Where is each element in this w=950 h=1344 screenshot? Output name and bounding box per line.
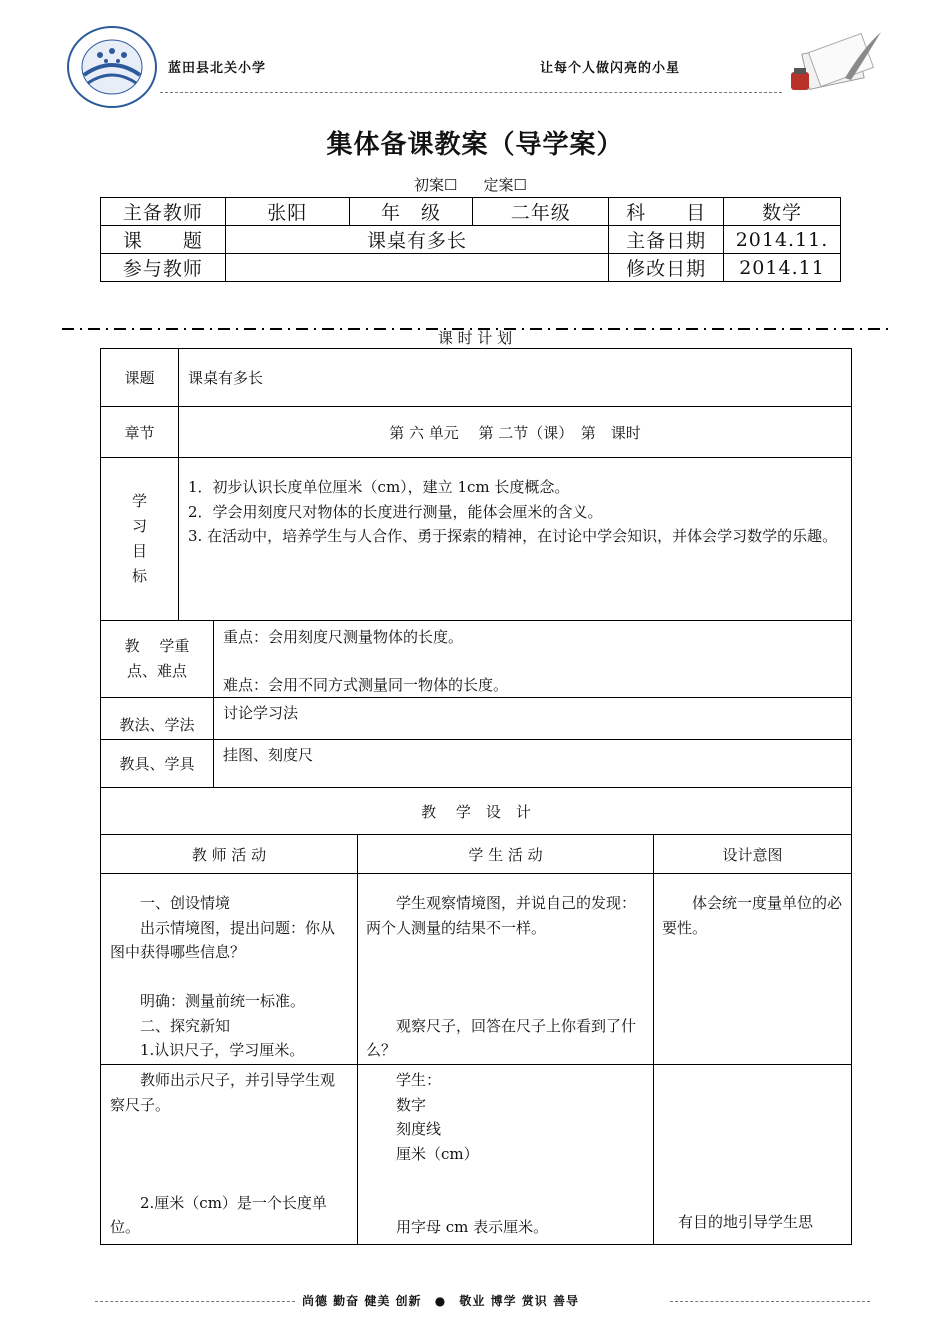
goals-label-char: 学 — [131, 492, 147, 510]
row-design-heading — [101, 788, 852, 835]
student-line: 刻度线 — [366, 1120, 442, 1138]
footer-line-right — [670, 1301, 870, 1302]
chapter-value: 第 六 单元 第 二节（课） 第 课时 — [179, 407, 852, 458]
value-revision-date: 2014.11 — [724, 254, 841, 282]
student-line: 学生观察情境图，并说自己的发现：两个人测量的结果不一样。 — [366, 894, 637, 937]
value-topic: 课桌有多长 — [225, 226, 608, 254]
chapter-label: 章节 — [101, 407, 179, 458]
student-line: 观察尺子，回答在尺子上你看到了什么？ — [366, 1016, 637, 1059]
student-line: 学生： — [366, 1071, 442, 1089]
keypoints-label-line: 教 学重 — [124, 637, 190, 655]
school-motto: 让每个人做闪亮的小星 — [540, 61, 681, 76]
goals-content — [179, 458, 852, 621]
goals-label — [101, 458, 179, 621]
teacher-activity-b — [101, 1065, 358, 1245]
quill-ink-icon — [785, 28, 885, 96]
intent-line: 有目的地引导学生思 — [678, 1213, 814, 1231]
student-activity-a — [358, 874, 654, 1065]
method-value: 讨论学习法 — [214, 698, 852, 740]
topic-value: 课桌有多长 — [179, 349, 852, 407]
design-heading: 教 学 设 计 — [101, 788, 852, 835]
difficulty-text: 难点：会用不同方式测量同一物体的长度。 — [223, 676, 509, 694]
row-activity-b — [101, 1065, 852, 1245]
keypoints-content — [214, 621, 852, 698]
goals-label-char: 目 — [131, 542, 147, 560]
info-row-2 — [101, 226, 841, 254]
teacher-line: 教师出示尺子，并引导学生观察尺子。 — [110, 1071, 336, 1114]
lesson-plan-table — [100, 348, 852, 1245]
col-student-activity: 学 生 活 动 — [358, 835, 654, 874]
intent-a — [654, 874, 852, 1065]
row-topic — [101, 349, 852, 407]
value-grade: 二年级 — [473, 198, 609, 226]
label-revision-date: 修改日期 — [609, 254, 724, 282]
school-name: 蓝田县北关小学 — [168, 61, 267, 76]
row-chapter — [101, 407, 852, 458]
value-lead-teacher: 张阳 — [225, 198, 349, 226]
goal-item: 2．学会用刻度尺对物体的长度进行测量，能体会厘米的含义。 — [188, 502, 603, 521]
section-separator — [62, 316, 892, 320]
student-line: 数字 — [366, 1095, 427, 1114]
footer-right-text: 敬业 博学 赏识 善导 — [459, 1294, 579, 1308]
student-line: 厘米（cm） — [366, 1144, 479, 1163]
label-subject: 科 目 — [609, 198, 724, 226]
row-activity-a — [101, 874, 852, 1065]
goals-label-char: 习 — [131, 517, 147, 535]
footer-dot: ● — [434, 1294, 447, 1308]
method-label: 教法、学法 — [101, 698, 214, 740]
label-lead-date: 主备日期 — [609, 226, 724, 254]
goal-item: 3. 在活动中，培养学生与人合作、勇于探索的精神，在讨论中学会知识，并体会学习数学的乐趣。 — [188, 527, 838, 545]
tools-value: 挂图、刻度尺 — [214, 740, 852, 788]
info-row-3 — [101, 254, 841, 282]
final-draft-checkbox[interactable]: 定案☐ — [483, 176, 527, 194]
label-participants: 参与教师 — [101, 254, 226, 282]
page-title: 集体备课教案（导学案） — [326, 130, 624, 160]
row-keypoints — [101, 621, 852, 698]
label-topic: 课 题 — [101, 226, 226, 254]
row-goals — [101, 458, 852, 621]
teacher-line: 一、创设情境 — [110, 894, 231, 912]
teacher-line: 二、探究新知 — [110, 1016, 231, 1035]
goals-label-char: 标 — [131, 567, 147, 585]
initial-draft-checkbox[interactable]: 初案☐ — [414, 176, 458, 194]
row-tools — [101, 740, 852, 788]
school-logo — [66, 25, 158, 109]
label-grade: 年 级 — [349, 198, 473, 226]
info-row-1 — [101, 198, 841, 226]
col-design-intent: 设计意图 — [654, 835, 852, 874]
student-activity-b — [358, 1065, 654, 1245]
row-method — [101, 698, 852, 740]
row-column-headers — [101, 835, 852, 874]
topic-label: 课题 — [101, 349, 179, 407]
value-subject: 数学 — [724, 198, 841, 226]
teacher-line: 明确：测量前统一标准。 — [110, 992, 306, 1010]
footer-left-text: 尚德 勤奋 健美 创新 — [302, 1294, 422, 1308]
keypoints-label — [101, 621, 214, 698]
footer-motto — [302, 1292, 579, 1309]
footer-line-left — [95, 1301, 295, 1302]
draft-options — [414, 174, 527, 195]
teacher-line: 1.认识尺子，学习厘米。 — [110, 1041, 305, 1059]
teacher-line: 出示情境图，提出问题：你从图中获得哪些信息？ — [110, 918, 336, 961]
student-line: 用字母 cm 表示厘米。 — [366, 1218, 549, 1236]
header-divider — [160, 92, 782, 93]
intent-line: 体会统一度量单位的必要性。 — [662, 894, 843, 937]
teacher-activity-a — [101, 874, 358, 1065]
value-lead-date: 2014.11. — [724, 226, 841, 254]
col-teacher-activity: 教 师 活 动 — [101, 835, 358, 874]
plan-caption: 课 时 计 划 — [437, 329, 513, 347]
teacher-line: 2.厘米（cm）是一个长度单位。 — [110, 1193, 327, 1236]
tools-label: 教具、学具 — [101, 740, 214, 788]
keypoint-text: 重点：会用刻度尺测量物体的长度。 — [223, 628, 464, 646]
info-table — [100, 197, 841, 282]
goal-item: 1．初步认识长度单位厘米（cm），建立 1cm 长度概念。 — [188, 478, 570, 496]
label-lead-teacher: 主备教师 — [101, 198, 226, 226]
value-participants — [225, 254, 608, 282]
keypoints-label-line: 点、难点 — [126, 662, 187, 680]
intent-b — [654, 1065, 852, 1245]
